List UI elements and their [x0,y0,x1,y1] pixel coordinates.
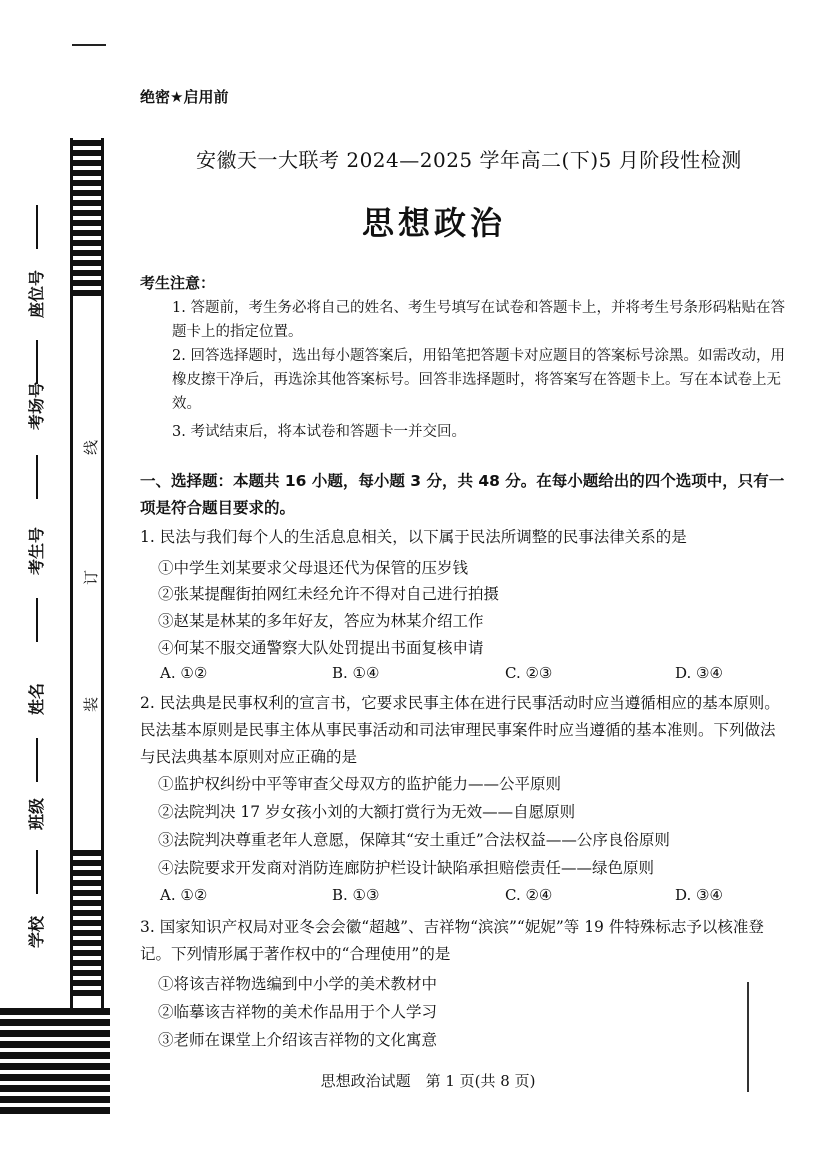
question-item: ①监护权纠纷中平等审查父母双方的监护能力——公平原则 [158,775,562,793]
section-heading: 一、选择题：本题共 16 小题，每小题 3 分，共 48 分。在每小题给出的四个选项中，只有一项是符合题目要求的。 [140,472,785,517]
candidate-number-label: 考生号 [27,526,46,575]
notes-heading: 考生注意： [140,274,216,292]
choice-b: B. ①③ [332,886,380,904]
choice-b: B. ①④ [332,664,380,682]
page-footer: 思想政治试题 第 1 页(共 8 页) [320,1072,536,1090]
question-item: ①将该吉祥物选编到中小学的美术教材中 [158,975,438,993]
note-item: 3. 考试结束后，将本试卷和答题卡一并交回。 [172,424,466,440]
question-stem: 1. 民法与我们每个人的生活息息相关，以下属于民法所调整的民事法律关系的是 [140,528,687,546]
fill-line [36,455,38,499]
fill-line [36,850,38,894]
subject-title: 思想政治 [361,204,506,242]
choice-c: C. ②④ [505,886,553,904]
fill-line [36,598,38,642]
fill-line [36,340,38,384]
binding-margin [0,0,130,1155]
question-item: ④法院要求开发商对消防连廊防护栏设计缺陷承担赔偿责任——绿色原则 [158,859,655,877]
cut-mark-staple: 订 [82,569,100,585]
question-item: ②临摹该吉祥物的美术作品用于个人学习 [158,1003,438,1021]
choice-d: D. ③④ [675,664,723,682]
choice-a: A. ①② [160,664,208,682]
name-label: 姓名 [27,682,46,715]
lower-stripes [70,850,104,1000]
exam-title: 安徽天一大联考 2024—2025 学年高二(下)5 月阶段性检测 [196,148,742,172]
question-item: ①中学生刘某要求父母退还代为保管的压岁钱 [158,559,469,577]
question-item: ③赵某是林某的多年好友，答应为林某介绍工作 [158,612,484,630]
question-item: ②张某提醒街拍网红未经允许不得对自己进行拍摄 [158,585,500,603]
school-label: 学校 [27,915,46,948]
cut-mark-line: 线 [82,439,100,455]
question-item: ②法院判决 17 岁女孩小刘的大额打赏行为无效——自愿原则 [158,803,576,821]
fill-line [36,738,38,782]
question-item: ③老师在课堂上介绍该吉祥物的文化寓意 [158,1031,438,1049]
choice-c: C. ②③ [505,664,553,682]
question-stem: 2. 民法典是民事权利的宣言书，它要求民事主体在进行民事活动时应当遵循相应的基本原则。民法基本原则是民事主体从事民事活动和司法审理民事案件时应当遵循的基本准则。下列做法与民法典基本原则对应正确的是 [140,694,780,766]
room-number-label: 考场号 [27,381,46,430]
seat-number-label: 座位号 [27,269,46,318]
corner-line [72,44,106,46]
note-item: 2. 回答选择题时，选出每小题答案后，用铅笔把答题卡对应题目的答案标号涂黑。如需改动，用橡皮擦干净后，再选涂其他答案标号。回答非选择题时，将答案写在答题卡上。写在本试卷上无效。 [172,348,785,412]
confidential-mark: 绝密★启用前 [140,88,229,106]
note-item: 1. 答题前，考生务必将自己的姓名、考生号填写在试卷和答题卡上，并将考生号条形码粘贴在答题卡上的指定位置。 [172,300,785,340]
choice-d: D. ③④ [675,886,723,904]
bottom-bars [0,1008,110,1118]
question-item: ④何某不服交通警察大队处罚提出书面复核申请 [158,639,484,657]
choice-a: A. ①② [160,886,208,904]
question-stem: 3. 国家知识产权局对亚冬会会徽“超越”、吉祥物“滨滨”“妮妮”等 19 件特殊标志予以核准登记。下列情形属于著作权中的“合理使用”的是 [140,918,764,963]
question-item: ③法院判决尊重老年人意愿，保障其“安土重迁”合法权益——公序良俗原则 [158,831,670,849]
cut-mark-bind: 装 [82,696,100,712]
class-label: 班级 [27,797,46,830]
